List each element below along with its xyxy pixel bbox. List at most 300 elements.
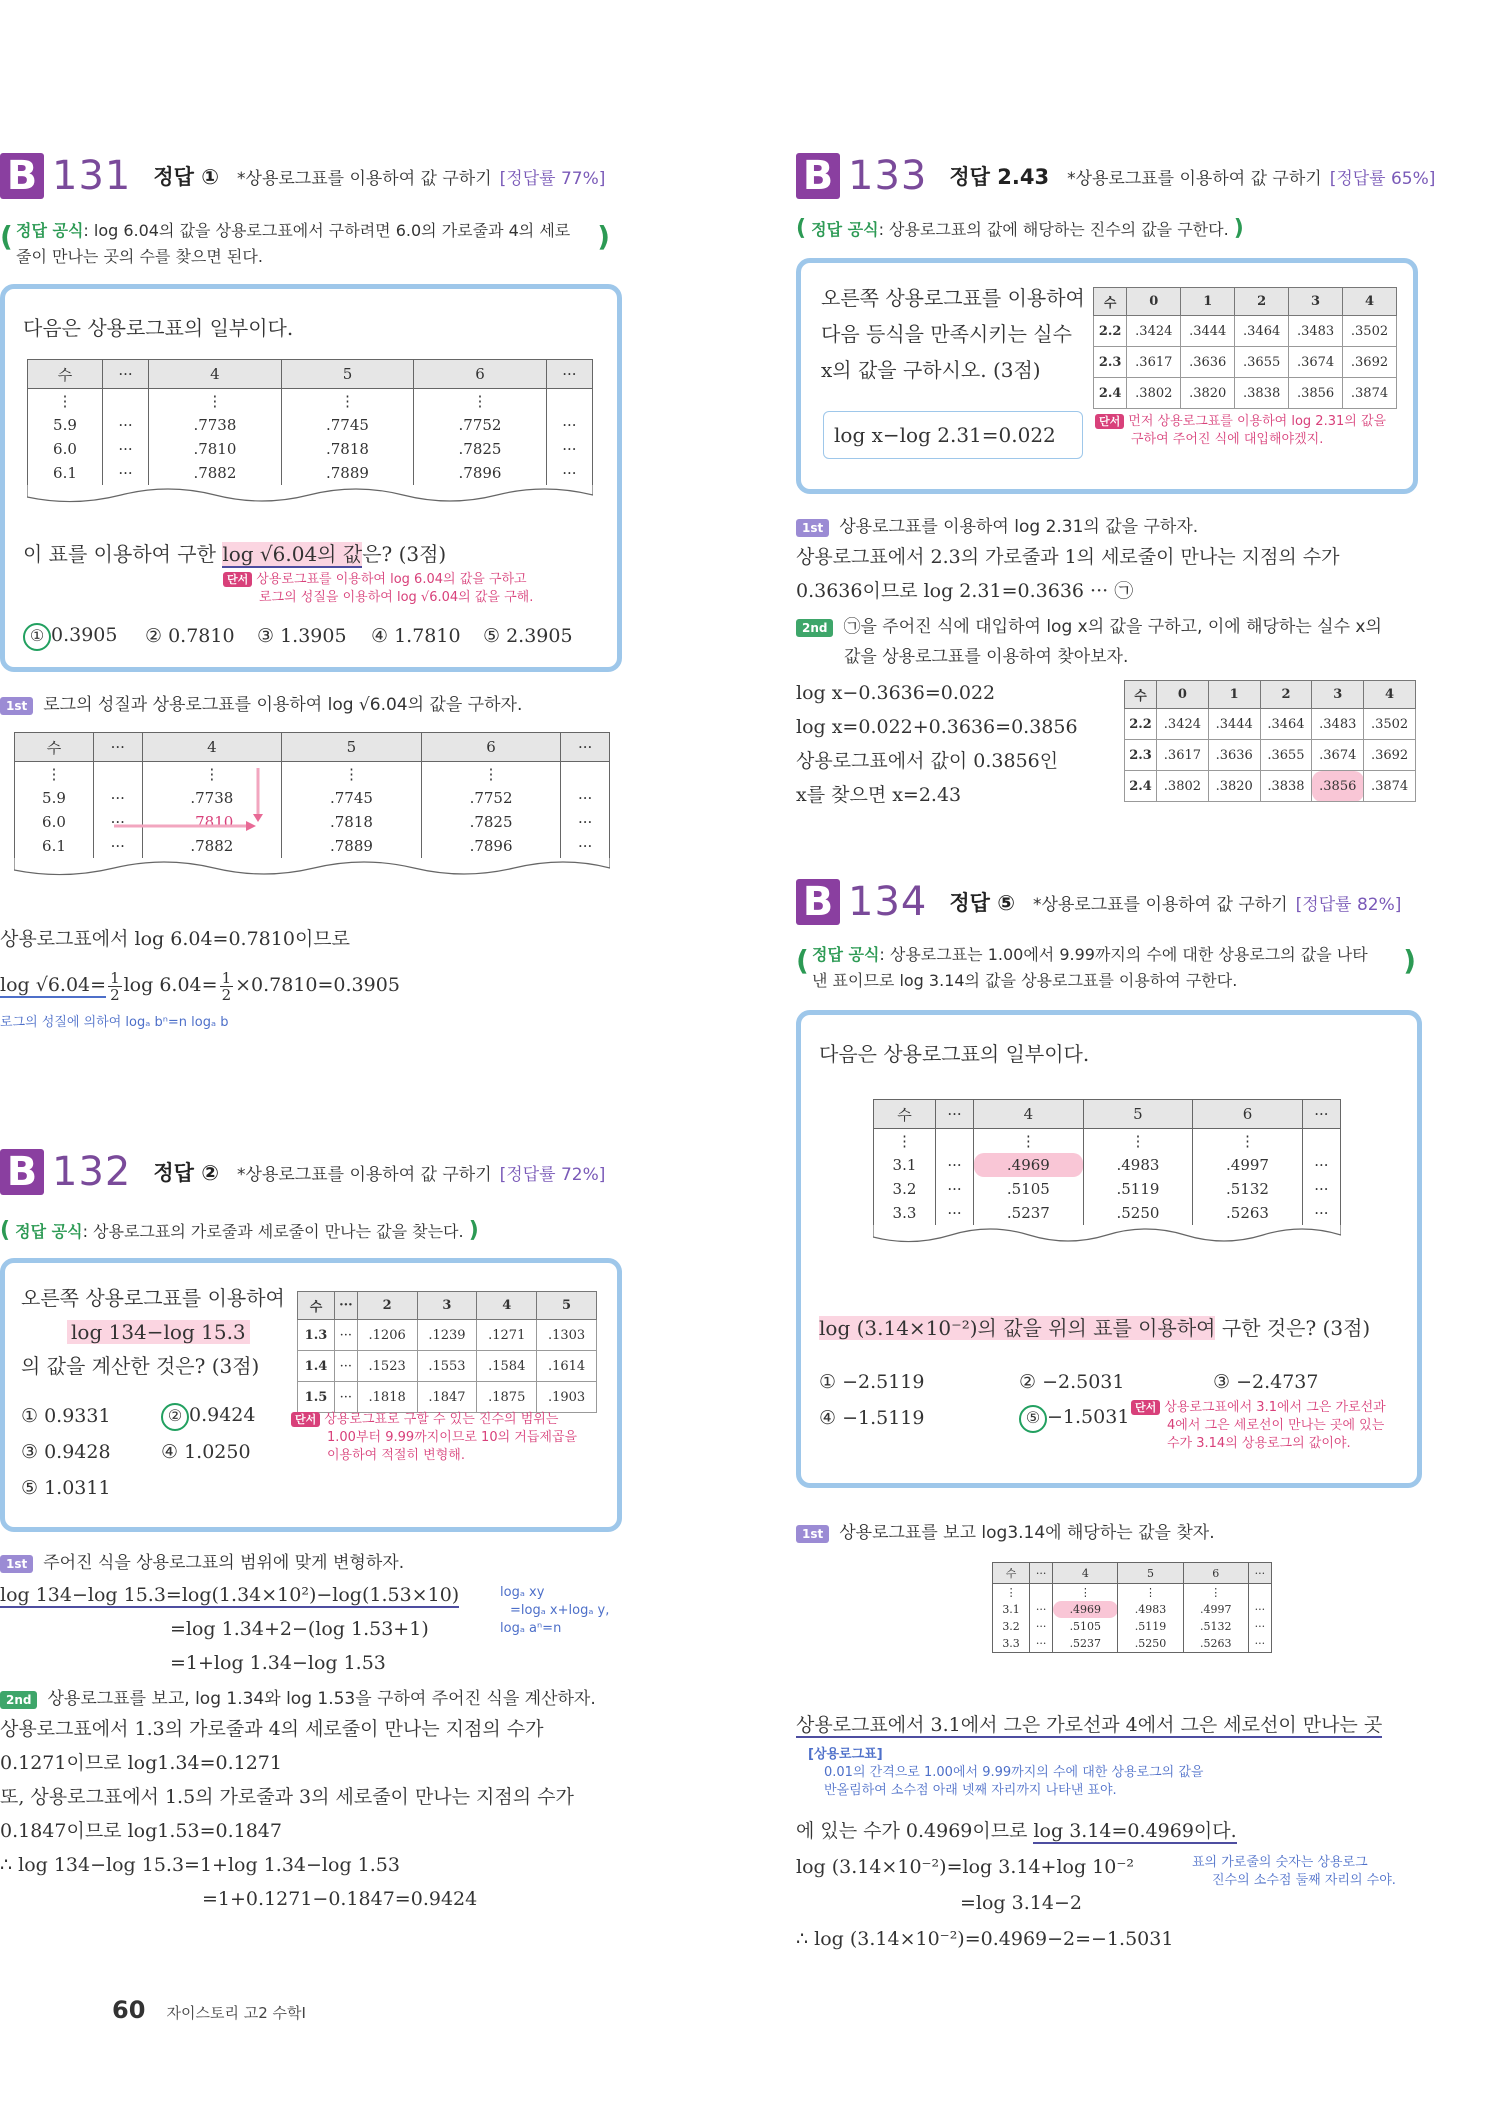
table-cell: ⋮ <box>15 762 94 787</box>
step-text: 상용로그표를 이용하여 log 2.31의 값을 구하자. <box>839 517 1199 537</box>
math-part: log √6.04= <box>0 974 107 996</box>
table-cell: .5263 <box>1193 1201 1303 1225</box>
table-cell: .3444 <box>1208 709 1260 740</box>
problem-134-header <box>796 876 1401 928</box>
definition-line: 0.01의 간격으로 1.00에서 9.99까지의 수에 대한 상용로그의 값을 <box>824 1765 1204 1780</box>
fraction-half <box>220 970 234 1003</box>
table-header: 3 <box>417 1292 477 1320</box>
table-cell: .3856 <box>1289 378 1343 409</box>
table-header: ··· <box>1302 1100 1340 1129</box>
hint <box>1095 413 1386 449</box>
hint-text-2: 로그의 성질을 이용하여 log √6.04의 값을 구해. <box>259 590 534 605</box>
answer-label: 정답 ⑤ <box>949 891 1016 915</box>
frac-den: 2 <box>110 985 120 1004</box>
table-cell: .1271 <box>477 1320 537 1351</box>
problem-132-header <box>0 1146 605 1198</box>
table-cell: ··· <box>1030 1618 1053 1635</box>
problem-intro: 다음은 상용로그표의 일부이다. <box>819 1042 1090 1066</box>
table-cell: .3874 <box>1343 378 1397 409</box>
table-header: 5 <box>537 1292 597 1320</box>
table-header: 수 <box>28 360 103 389</box>
table-cell-highlight: .7810 <box>142 810 282 834</box>
solution-line: =log 1.34+2−(log 1.53+1) <box>170 1618 429 1640</box>
fraction-half <box>108 970 122 1003</box>
table-header: 6 <box>1193 1100 1303 1129</box>
solution-line: ∴ log 134−log 15.3=1+log 1.34−log 1.53 <box>0 1854 400 1876</box>
formula-text-2: 줄이 만나는 곳의 수를 찾으면 된다. <box>16 247 263 266</box>
table-cell: .4997 <box>1193 1153 1303 1177</box>
table-header: ··· <box>546 360 592 389</box>
choice-value: 0.3905 <box>51 624 118 646</box>
table-cell: ··· <box>334 1320 357 1351</box>
table-cell: .3692 <box>1364 740 1416 771</box>
frac-den: 2 <box>221 985 232 1004</box>
solution-table <box>1124 680 1416 802</box>
table-cell: .3820 <box>1181 378 1235 409</box>
table-header: 3 <box>1312 681 1364 709</box>
choice-2[interactable]: ② 0.7810 <box>145 625 235 647</box>
table-header: 1 <box>1181 288 1235 316</box>
answer-formula: ( 정답 공식: 상용로그표는 1.00에서 9.99까지의 수에 대한 상용로그의 값을 나타 낸 표이므로 log 3.14의 값을 상용로그표를 이용하여 구한다. ) <box>796 944 1416 990</box>
table-cell: .7752 <box>421 786 561 810</box>
table-cell: ⋮ <box>149 389 282 414</box>
table-header: 6 <box>414 360 547 389</box>
answer-circle-icon: ② <box>161 1403 189 1431</box>
table-cell: ⋮ <box>281 389 414 414</box>
table-cell: 3.3 <box>993 1635 1030 1653</box>
table-header: 수 <box>874 1100 936 1129</box>
table-header: 4 <box>149 360 282 389</box>
question-text: 이 표를 이용하여 구한 <box>23 542 223 566</box>
problem-number: 133 <box>848 153 928 199</box>
correct-rate: [정답률 72%] <box>499 1164 606 1185</box>
table-cell: 2.3 <box>1125 740 1157 771</box>
table-cell: ··· <box>334 1351 357 1382</box>
table-header: ··· <box>102 360 148 389</box>
topic-label: *상용로그표를 이용하여 값 구하기 <box>1067 168 1322 189</box>
solution-line <box>796 1814 1237 1848</box>
table-cell: .3483 <box>1289 316 1343 347</box>
question-tail: 은? (3점) <box>362 542 447 566</box>
choice-value: 0.9424 <box>189 1404 256 1426</box>
table-header: 5 <box>282 733 422 762</box>
table-cell: .5263 <box>1183 1635 1248 1653</box>
table-cell: .1206 <box>357 1320 417 1351</box>
table-header: 3 <box>1289 288 1343 316</box>
math-line: log 134−log 15.3=log(1.34×10²)−log(1.53×10) <box>0 1584 460 1606</box>
table-cell: 3.2 <box>874 1177 936 1201</box>
table-header: 5 <box>281 360 414 389</box>
table-cell: .7818 <box>281 437 414 461</box>
answer-circle-icon: ① <box>23 623 51 651</box>
hint-text: 상용로그표를 이용하여 log 6.04의 값을 구하고 <box>256 572 527 587</box>
table-header: 수 <box>993 1563 1030 1584</box>
table-header: 4 <box>477 1292 537 1320</box>
log-table <box>873 1099 1341 1245</box>
solution-line: 0.1847이므로 log1.53=0.1847 <box>0 1820 282 1842</box>
problem-number: 131 <box>52 153 132 199</box>
page-number: 60 <box>112 1996 146 2024</box>
step-text: 로그의 성질과 상용로그표를 이용하여 log √6.04의 값을 구하자. <box>43 695 523 715</box>
question <box>23 537 446 571</box>
log-table <box>27 359 593 505</box>
solution-line: 상용로그표에서 값이 0.3856인 <box>796 750 1059 772</box>
step-text: ㉠을 주어진 식에 대입하여 log x의 값을 구하고, 이에 해당하는 실수 x의 <box>843 617 1382 637</box>
table-cell: ··· <box>561 810 610 834</box>
table-cell: .7889 <box>282 834 422 858</box>
math-part: ×0.7810=0.3905 <box>235 974 400 996</box>
hint-text: 상용로그표로 구할 수 있는 진수의 범위는 <box>324 1412 559 1427</box>
formula-label: 정답 공식 <box>16 221 84 240</box>
table-cell: 3.3 <box>874 1201 936 1225</box>
step-1 <box>796 1518 1215 1543</box>
table-header: 6 <box>421 733 561 762</box>
table-header: ··· <box>334 1292 357 1320</box>
table-cell: 3.1 <box>874 1153 936 1177</box>
table-header: 5 <box>1118 1563 1183 1584</box>
table-cell: .1818 <box>357 1382 417 1413</box>
solution-line: x를 찾으면 x=2.43 <box>796 784 962 806</box>
problem-text: 다음 등식을 만족시키는 실수 <box>821 322 1072 346</box>
table-cell: .3636 <box>1208 740 1260 771</box>
solution-text: 에 있는 수가 0.4969이므로 <box>796 1820 1034 1842</box>
expression: log 134−log 15.3 <box>67 1320 250 1344</box>
choice-1[interactable]: ① −2.5119 <box>819 1371 925 1393</box>
table-cell: ⋮ <box>874 1129 936 1154</box>
table-cell: .1303 <box>537 1320 597 1351</box>
table-cell: .3636 <box>1181 347 1235 378</box>
problem-text: 의 값을 계산한 것은? (3점) <box>21 1354 260 1378</box>
table-header: 4 <box>1053 1563 1118 1584</box>
table-cell: .1847 <box>417 1382 477 1413</box>
table-cell: .7896 <box>414 461 547 485</box>
table-cell: 5.9 <box>28 413 103 437</box>
hint <box>1131 1399 1386 1453</box>
table-cell: ··· <box>935 1153 973 1177</box>
table-cell: 2.3 <box>1094 347 1127 378</box>
step-text: 주어진 식을 상용로그표의 범위에 맞게 변형하자. <box>43 1553 405 1573</box>
table-header: 2 <box>357 1292 417 1320</box>
level-badge: B <box>796 153 840 199</box>
table-cell: ··· <box>1248 1601 1271 1618</box>
table-cell: .3838 <box>1260 771 1312 802</box>
table-cell: .3692 <box>1343 347 1397 378</box>
table-header: ··· <box>93 733 142 762</box>
solution-line <box>0 1578 459 1612</box>
problem-intro: 다음은 상용로그표의 일부이다. <box>23 316 294 340</box>
table-cell: 6.1 <box>15 834 94 858</box>
table-cell: .5105 <box>974 1177 1084 1201</box>
table-cell: ··· <box>1248 1635 1271 1653</box>
table-cell: .1553 <box>417 1351 477 1382</box>
table-cell: .1903 <box>537 1382 597 1413</box>
table-cell-highlight: .3856 <box>1312 771 1364 802</box>
table-cell <box>546 389 592 414</box>
table-cell: 6.0 <box>28 437 103 461</box>
choice-2[interactable]: ② −2.5031 <box>1019 1371 1125 1393</box>
table-cell: .4983 <box>1083 1153 1193 1177</box>
table-cell: ··· <box>1302 1177 1340 1201</box>
problem-text: x의 값을 구하시오. (3점) <box>821 358 1041 382</box>
table-cell: .3424 <box>1157 709 1209 740</box>
problem-131-header <box>0 150 605 202</box>
table-cell: .5132 <box>1193 1177 1303 1201</box>
table-cell <box>1302 1129 1340 1154</box>
problem-box <box>0 284 622 672</box>
choice-1[interactable]: ① 0.9331 <box>21 1405 111 1427</box>
answer-formula: ( 정답 공식: 상용로그표의 가로줄과 세로줄이 만나는 값을 찾는다. ) <box>0 1218 479 1243</box>
hint-tag: 단서 <box>223 572 252 587</box>
table-cell: 6.1 <box>28 461 103 485</box>
table-cell: 5.9 <box>15 786 94 810</box>
hint-text-2: 1.00부터 9.99까지이므로 10의 거듭제곱을 <box>327 1430 578 1445</box>
step-tag: 1st <box>796 1525 829 1543</box>
table-cell: ⋮ <box>974 1129 1084 1154</box>
table-cell: .3674 <box>1289 347 1343 378</box>
hint <box>291 1411 577 1465</box>
table-cell <box>102 389 148 414</box>
table-header: ··· <box>561 733 610 762</box>
table-cell: .7745 <box>282 786 422 810</box>
answer-label: 정답 ① <box>153 165 220 189</box>
step-tag: 1st <box>0 697 33 715</box>
table-cell: .3464 <box>1235 316 1289 347</box>
table-cell: ⋮ <box>421 762 561 787</box>
step-tag: 2nd <box>0 1691 37 1709</box>
table-cell: ⋮ <box>1183 1584 1248 1602</box>
table-cell: 3.1 <box>993 1601 1030 1618</box>
table-cell: .5132 <box>1183 1618 1248 1635</box>
definition-line: 반올림하여 소수점 아래 넷째 자리까지 나타낸 표야. <box>824 1783 1117 1798</box>
table-header: 수 <box>298 1292 335 1320</box>
step-1 <box>0 1548 404 1573</box>
table-cell: .3464 <box>1260 709 1312 740</box>
table-cell: ··· <box>561 834 610 858</box>
table-header: 2 <box>1260 681 1312 709</box>
solution-line: =1+0.1271−0.1847=0.9424 <box>202 1888 478 1910</box>
definition-note <box>808 1746 1203 1800</box>
table-cell: .7889 <box>281 461 414 485</box>
table-header: 4 <box>1343 288 1397 316</box>
table-cell: .1614 <box>537 1351 597 1382</box>
choice-4[interactable]: ④ 1.0250 <box>161 1441 251 1463</box>
step-tag: 2nd <box>796 619 833 637</box>
choice-4[interactable]: ④ −1.5119 <box>819 1407 925 1429</box>
hint-text-3: 수가 3.14의 상용로그의 값이야. <box>1167 1436 1351 1451</box>
table-header: 수 <box>15 733 94 762</box>
table-header: ··· <box>1030 1563 1053 1584</box>
hint <box>223 571 533 607</box>
answer-label: 정답 2.43 <box>949 165 1050 189</box>
table-header: 1 <box>1208 681 1260 709</box>
table-header: ··· <box>935 1100 973 1129</box>
choice-3[interactable]: ③ 1.3905 <box>257 625 347 647</box>
log-rule-note <box>500 1584 609 1638</box>
table-cell: .7882 <box>142 834 282 858</box>
solution-line: log x=0.022+0.3636=0.3856 <box>796 716 1078 738</box>
table-cell: 2.2 <box>1125 709 1157 740</box>
problem-text: 오른쪽 상용로그표를 이용하여 <box>821 286 1085 310</box>
hint-tag: 단서 <box>291 1412 320 1427</box>
table-cell: ⋮ <box>1083 1129 1193 1154</box>
note-line: logₐ xy <box>500 1585 545 1600</box>
note-line: 표의 가로줄의 숫자는 상용로그 <box>1192 1855 1368 1870</box>
table-cell: .5119 <box>1083 1177 1193 1201</box>
solution-line: 0.1271이므로 log1.34=0.1271 <box>0 1752 282 1774</box>
step-text-2: 값을 상용로그표를 이용하여 찾아보자. <box>844 647 1129 667</box>
solution-line: 상용로그표에서 1.3의 가로줄과 4의 세로줄이 만나는 지점의 수가 <box>0 1718 544 1740</box>
table-cell: .3424 <box>1127 316 1181 347</box>
table-cell: .3444 <box>1181 316 1235 347</box>
choice-5[interactable] <box>1019 1405 1129 1433</box>
table-cell: ··· <box>546 461 592 485</box>
formula-label: 정답 공식 <box>15 1222 83 1241</box>
table-cell <box>1030 1584 1053 1602</box>
table-cell <box>1248 1584 1271 1602</box>
table-cell: ··· <box>546 413 592 437</box>
table-cell: ··· <box>102 413 148 437</box>
table-cell: ⋮ <box>1118 1584 1183 1602</box>
problem-box <box>0 1258 622 1532</box>
answer-formula: ( 정답 공식: log 6.04의 값을 상용로그표에서 구하려면 6.0의 가로줄과 4의 세로 줄이 만나는 곳의 수를 찾으면 된다. ) <box>0 220 610 266</box>
table-cell: ··· <box>935 1201 973 1225</box>
note-line: logₐ aⁿ=n <box>500 1621 562 1636</box>
question <box>819 1311 1370 1345</box>
solution-line: 또, 상용로그표에서 1.5의 가로줄과 3의 세로줄이 만나는 지점의 수가 <box>0 1786 574 1808</box>
math-part: log 6.04= <box>123 974 218 996</box>
choice-4[interactable]: ④ 1.7810 <box>371 625 461 647</box>
solution-line: =log 3.14−2 <box>960 1892 1082 1914</box>
problem-expression <box>67 1315 250 1349</box>
table-cell: .3802 <box>1157 771 1209 802</box>
table-cell: .3502 <box>1343 316 1397 347</box>
table-cell: 6.0 <box>15 810 94 834</box>
choice-1[interactable] <box>23 623 117 651</box>
table-cell: .3820 <box>1208 771 1260 802</box>
formula-text: : 상용로그표의 가로줄과 세로줄이 만나는 값을 찾는다. <box>82 1222 464 1241</box>
solution-text: 상용로그표에서 3.1에서 그은 가로선과 4에서 그은 세로선이 만나는 곳 <box>796 1714 1383 1736</box>
table-cell: .7738 <box>142 786 282 810</box>
table-cell: ··· <box>935 1177 973 1201</box>
formula-text: : 상용로그표는 1.00에서 9.99까지의 수에 대한 상용로그의 값을 나타 <box>879 945 1368 964</box>
table-cell: ··· <box>1248 1618 1271 1635</box>
problem-number: 132 <box>52 1149 132 1195</box>
table-cell: ··· <box>561 786 610 810</box>
table-cell-highlight: .4969 <box>1053 1601 1118 1618</box>
table-cell: .5237 <box>974 1201 1084 1225</box>
step-2 <box>796 612 1382 637</box>
formula-text: : 상용로그표의 값에 해당하는 진수의 값을 구한다. <box>878 220 1229 239</box>
table-cell: ⋮ <box>414 389 547 414</box>
table-cell: ··· <box>1302 1153 1340 1177</box>
hint-text-3: 이용하여 적절히 변형해. <box>327 1448 465 1463</box>
page-footer <box>112 1996 306 2024</box>
choice-3[interactable]: ③ 0.9428 <box>21 1441 111 1463</box>
hint-text-2: 4에서 그은 세로선이 만나는 곳에 있는 <box>1167 1418 1385 1433</box>
table-cell: 1.5 <box>298 1382 335 1413</box>
table-cell: .3617 <box>1127 347 1181 378</box>
table-cell: .5119 <box>1118 1618 1183 1635</box>
table-header: 수 <box>1094 288 1127 316</box>
table-cell: .5105 <box>1053 1618 1118 1635</box>
table-cell: ··· <box>93 810 142 834</box>
table-cell: ··· <box>1030 1635 1053 1653</box>
lookup-arrows <box>14 760 610 900</box>
solution-line: log x−0.3636=0.022 <box>796 682 996 704</box>
solution-line: log (3.14×10⁻²)=log 3.14+log 10⁻² <box>796 1856 1134 1878</box>
step-1 <box>796 512 1198 537</box>
question-highlight: log (3.14×10⁻²)의 값을 위의 표를 이용하여 <box>819 1316 1216 1340</box>
table-cell: .5237 <box>1053 1635 1118 1653</box>
step-1 <box>0 690 522 715</box>
table-cell: ⋮ <box>282 762 422 787</box>
choice-5[interactable]: ⑤ 2.3905 <box>483 625 573 647</box>
table-cell: ··· <box>93 786 142 810</box>
topic-label: *상용로그표를 이용하여 값 구하기 <box>237 1164 492 1185</box>
table-cell: ⋮ <box>142 762 282 787</box>
table-cell: .7818 <box>282 810 422 834</box>
table-cell: .3874 <box>1364 771 1416 802</box>
solution-math: log 3.14=0.4969이다. <box>1033 1820 1237 1842</box>
table-cell: .7896 <box>421 834 561 858</box>
hint-tag: 단서 <box>1131 1400 1160 1415</box>
problem-box <box>796 258 1418 494</box>
table-cell: .3655 <box>1235 347 1289 378</box>
correct-rate: [정답률 77%] <box>499 168 606 189</box>
table-cell: .7745 <box>281 413 414 437</box>
correct-rate: [정답률 82%] <box>1295 894 1402 915</box>
question-math: log √6.04의 값 <box>222 542 363 566</box>
solution-line: 0.3636이므로 log 2.31=0.3636 ··· ㉠ <box>796 580 1134 602</box>
log-table-small <box>297 1291 597 1413</box>
choice-2[interactable] <box>161 1403 255 1431</box>
table-cell: .3838 <box>1235 378 1289 409</box>
table-cell: 1.3 <box>298 1320 335 1351</box>
hint-tag: 단서 <box>1095 414 1124 429</box>
table-cell: .1523 <box>357 1351 417 1382</box>
table-cell <box>935 1129 973 1154</box>
log-table-small <box>1093 287 1397 409</box>
table-cell: .7752 <box>414 413 547 437</box>
solution-table <box>14 732 610 878</box>
table-cell: ··· <box>334 1382 357 1413</box>
table-cell: ⋮ <box>1053 1584 1118 1602</box>
table-header: 4 <box>974 1100 1084 1129</box>
choice-5[interactable]: ⑤ 1.0311 <box>21 1477 111 1499</box>
problem-number: 134 <box>848 879 928 925</box>
answer-circle-icon: ⑤ <box>1019 1405 1047 1433</box>
problem-133-header <box>796 150 1435 202</box>
table-cell: .5250 <box>1083 1201 1193 1225</box>
choice-3[interactable]: ③ −2.4737 <box>1213 1371 1319 1393</box>
step-2 <box>0 1684 596 1709</box>
table-cell: 2.4 <box>1125 771 1157 802</box>
book-title: 자이스토리 고2 수학Ⅰ <box>166 2004 306 2022</box>
step-text: 상용로그표를 보고 log3.14에 해당하는 값을 찾자. <box>839 1523 1215 1543</box>
table-cell: ··· <box>1030 1601 1053 1618</box>
note-line: =logₐ x+logₐ y, <box>510 1603 610 1618</box>
topic-label: *상용로그표를 이용하여 값 구하기 <box>1033 894 1288 915</box>
table-header: 5 <box>1083 1100 1193 1129</box>
table-header: 2 <box>1235 288 1289 316</box>
table-cell: .3802 <box>1127 378 1181 409</box>
formula-label: 정답 공식 <box>812 945 880 964</box>
table-cell: .4997 <box>1183 1601 1248 1618</box>
table-cell: ··· <box>1302 1201 1340 1225</box>
table-cell: .7810 <box>149 437 282 461</box>
table-cell: .7825 <box>414 437 547 461</box>
table-cell: .1584 <box>477 1351 537 1382</box>
